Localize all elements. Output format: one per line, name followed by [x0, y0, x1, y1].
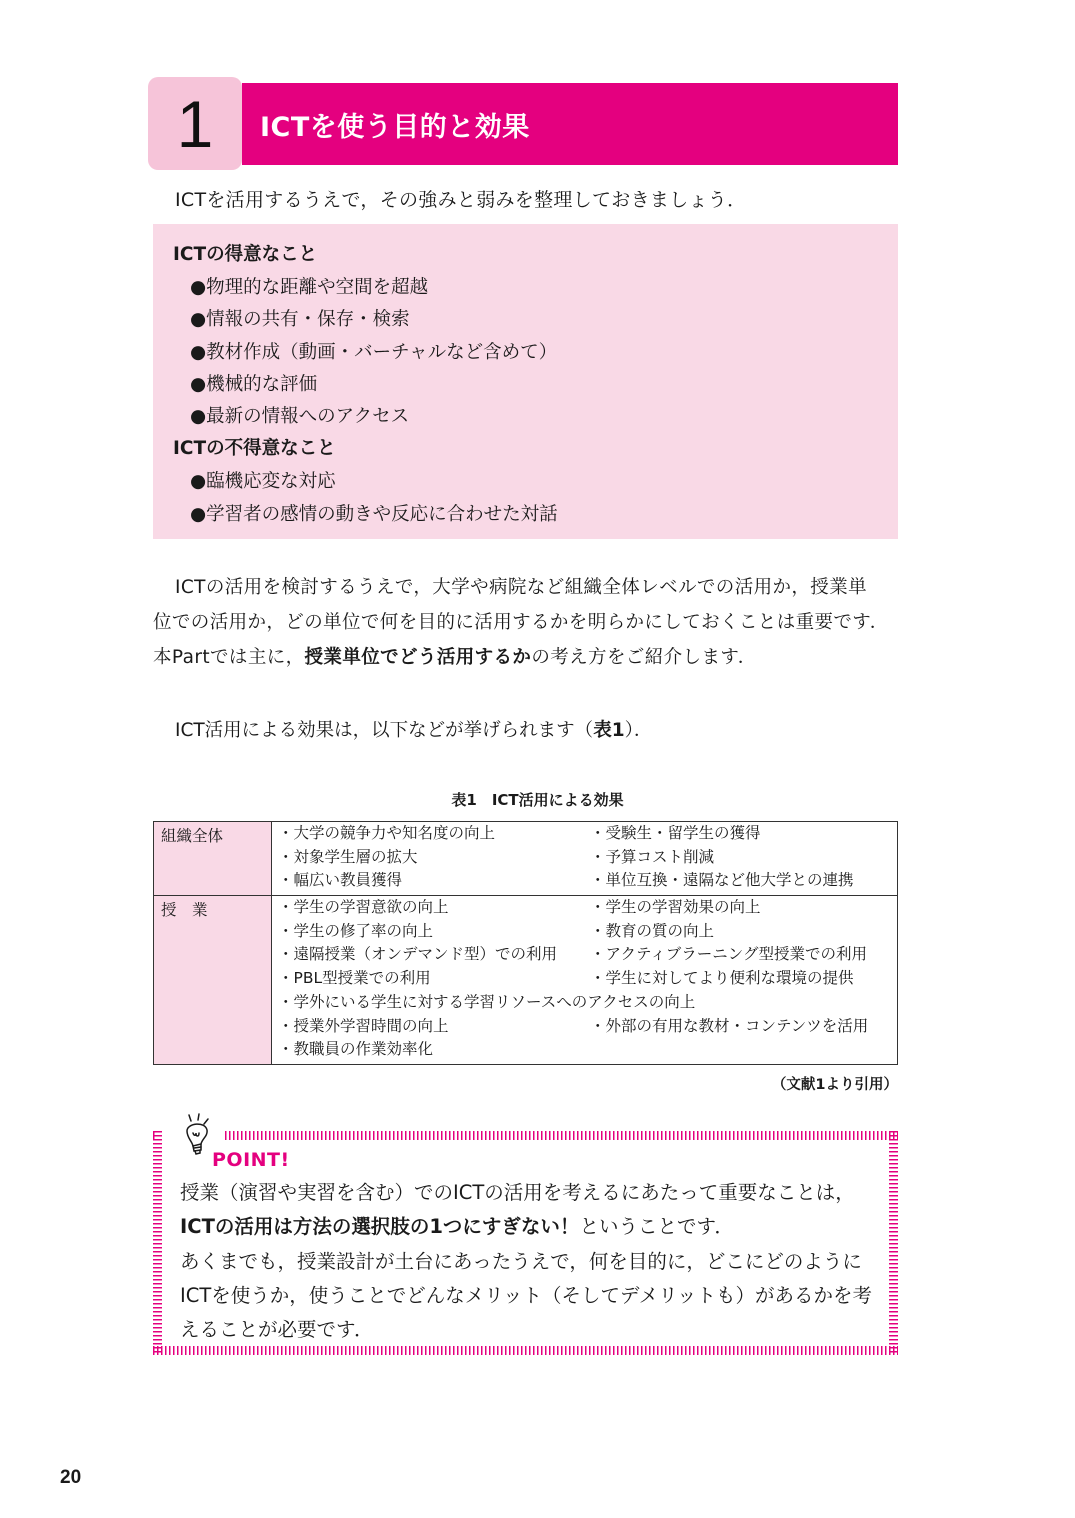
bullet-icon: ●	[190, 277, 207, 298]
list-item: ●物理的な距離や空間を超越	[190, 277, 429, 298]
list-item: ●最新の情報へのアクセス	[190, 406, 410, 427]
dashed-border-left	[153, 1131, 162, 1355]
lightbulb-icon	[175, 1113, 215, 1159]
bullet-icon: ●	[190, 342, 207, 363]
dashed-border-top	[153, 1131, 898, 1140]
bullet-icon: ●	[190, 471, 207, 492]
table-source: （文献1より引用）	[771, 1077, 898, 1093]
strengths-heading: ICTの得意なこと	[173, 244, 318, 265]
list-item: ●教材作成（動画・バーチャルなど含めて）	[190, 342, 558, 363]
intro-paragraph: ICTを活用するうえで，その強みと弱みを整理しておきましょう．	[175, 189, 747, 211]
section-number: 1	[176, 86, 214, 161]
body-paragraph: ICT活用による効果は，以下などが挙げられます（表1）．	[175, 720, 653, 741]
bullet-icon: ●	[190, 374, 207, 395]
list-item: ●機械的な評価	[190, 374, 318, 395]
page-number: 20	[60, 1467, 82, 1488]
point-box	[153, 1131, 898, 1355]
bullet-icon: ●	[190, 504, 207, 525]
section-title-bar	[242, 83, 898, 165]
list-item: ●学習者の感情の動きや反応に合わせた対話	[190, 504, 558, 525]
point-text: 授業（演習や実習を含む）でのICTの活用を考えるにあたって重要なことは， ICTの活用は方法の選択肢の1つにすぎない！ということです． あくまでも，授業設計が土台にあったうえで，何を目的に，どこにどのように ICTを使うか，使うことでどんなメリット（そしてデメリットも）があるかを考 えることが必要です．	[180, 1181, 872, 1342]
bullet-icon: ●	[190, 406, 207, 427]
effects-table	[153, 821, 898, 1065]
body-paragraph: ICTの活用を検討するうえで，大学や病院など組織全体レベルでの活用か，授業単 位での活用か，どの単位で何を目的に活用するかを明らかにしておくことは重要です． 本Partでは主に，授業単位でどう活用するかの考え方をご紹介します．	[153, 577, 889, 668]
table-caption: 表1 ICT活用による効果	[451, 791, 624, 809]
dashed-border-right	[889, 1131, 898, 1355]
table-row: 授 業 ・学生の学習意欲の向上 ・学生の学習効果の向上 ・学生の修了率の向上 ・教育の質の向上 ・遠隔授業（オンデマンド型）での利用 ・アクティブラーニング型授業での利用 ・PBL型授業での利用 ・学生に対してより便利な環境の提供 ・学外にいる学生に対する学習リソースへのアクセスの向上 ・授業外学習時間の向上 ・外部の有用な教材・コンテンツを活用 ・教職員の作業効率化	[154, 896, 897, 1064]
table-category: 授 業	[154, 896, 272, 1064]
list-item: ●情報の共有・保存・検索	[190, 309, 410, 330]
section-title: ICTを使う目的と効果	[260, 111, 530, 143]
list-item: ●臨機応変な対応	[190, 471, 336, 492]
table-category: 組織全体	[154, 822, 272, 895]
section-number-box	[148, 77, 242, 170]
point-label: POINT!	[212, 1149, 290, 1171]
table-row: 組織全体 ・大学の競争力や知名度の向上 ・受験生・留学生の獲得 ・対象学生層の拡大 ・予算コスト削減 ・幅広い教員獲得 ・単位互換・遠隔など他大学との連携	[154, 822, 897, 896]
weaknesses-heading: ICTの不得意なこと	[173, 438, 336, 459]
bullet-icon: ●	[190, 309, 207, 330]
ict-strengths-weaknesses-box	[153, 224, 898, 539]
